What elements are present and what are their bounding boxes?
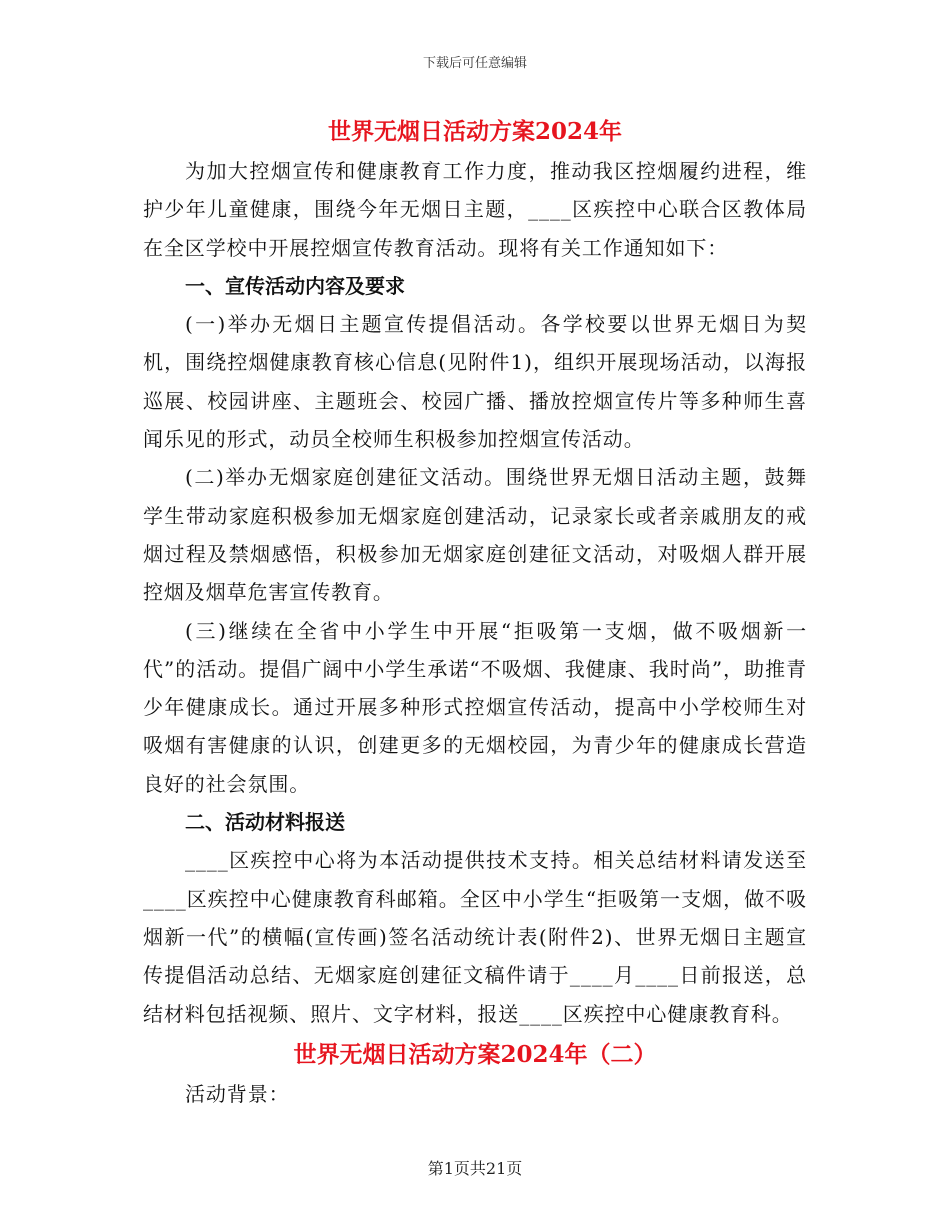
section-1-paragraph-3: (三)继续在全省中小学生中开展“拒吸第一支烟，做不吸烟新一代”的活动。提倡广阔中小学生承诺“不吸烟、我健康、我时尚”，助推青少年健康成长。通过开展多种形式控烟宣传活动，提高中小学校师生对吸烟有害健康的认识，创建更多的无烟校园，为青少年的健康成长营造良好的社会氛围。: [143, 618, 807, 796]
page-header-note: 下载后可任意编辑: [422, 56, 527, 71]
background-label: 活动背景：: [185, 1081, 290, 1106]
section-1-heading: 一、宣传活动内容及要求: [185, 273, 405, 298]
page-footer-number: 第1页共21页: [427, 1159, 523, 1178]
document-title: 世界无烟日活动方案2024年: [327, 118, 622, 145]
section-1-paragraph-2: (二)举办无烟家庭创建征文活动。围绕世界无烟日活动主题，鼓舞学生带动家庭积极参加无烟家庭创建活动，记录家长或者亲戚朋友的戒烟过程及禁烟感悟，积极参加无烟家庭创建征文活动，对吸烟人群开展控烟及烟草危害宣传教育。: [143, 465, 807, 605]
intro-paragraph: 为加大控烟宣传和健康教育工作力度，推动我区控烟履约进程，维护少年儿童健康，围绕今年无烟日主题，____区疾控中心联合区教体局在全区学校中开展控烟宣传教育活动。现将有关工作通知如下：: [143, 159, 807, 260]
document-title-2: 世界无烟日活动方案2024年（二）: [293, 1040, 657, 1068]
section-2-paragraph-1: ____区疾控中心将为本活动提供技术支持。相关总结材料请发送至____区疾控中心健康教育科邮箱。全区中小学生“拒吸第一支烟，做不吸烟新一代”的横幅(宣传画)签名活动统计表(附件2)、世界无烟日主题宣传提倡活动总结、无烟家庭创建征文稿件请于____月____日前报送，总结材料包括视频、照片、文字材料，报送____区疾控中心健康教育科。: [143, 848, 807, 1026]
section-1-paragraph-1: (一)举办无烟日主题宣传提倡活动。各学校要以世界无烟日为契机，围绕控烟健康教育核心信息(见附件1)，组织开展现场活动，以海报巡展、校园讲座、主题班会、校园广播、播放控烟宣传片等多种师生喜闻乐见的形式，动员全校师生积极参加控烟宣传活动。: [143, 312, 807, 452]
document-body: [143, 112, 807, 1113]
section-2-heading: 二、活动材料报送: [185, 810, 345, 835]
